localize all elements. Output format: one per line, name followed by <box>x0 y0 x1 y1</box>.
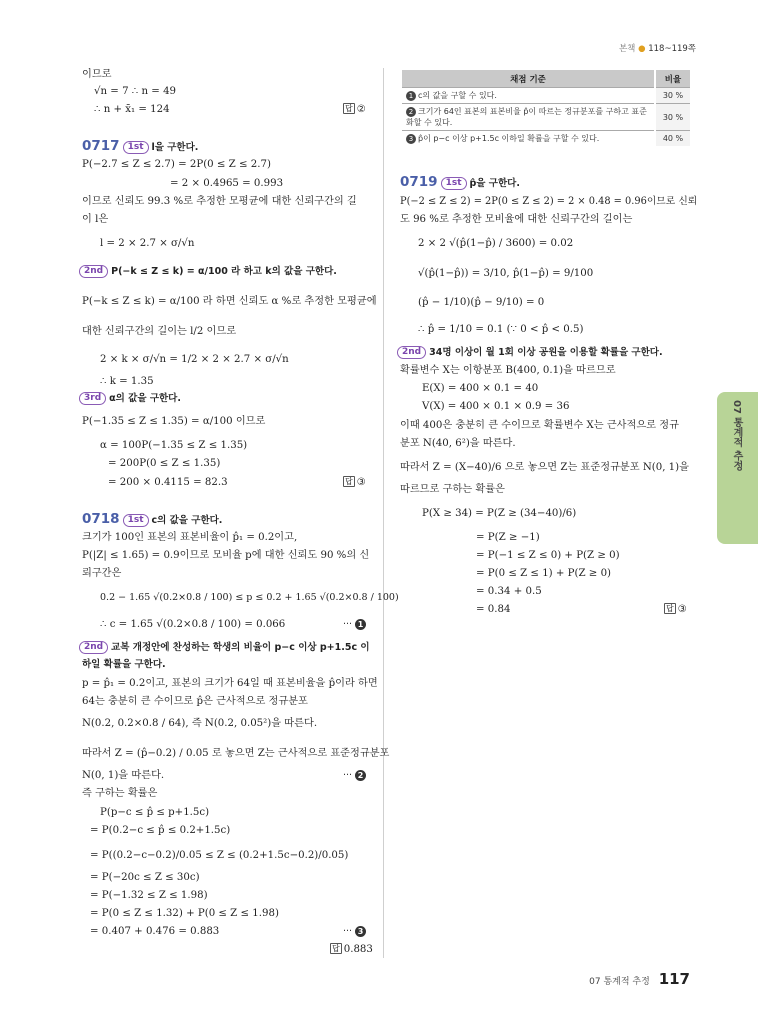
chapter-side-tab <box>717 392 758 544</box>
text-line: 크기가 100인 표본의 표본비율이 p̂₁ = 0.2이고, <box>82 532 298 543</box>
problem-0718-heading <box>82 511 222 529</box>
answer-mark: 답 <box>332 944 340 953</box>
math-line: 2 × 2 √(p̂(1−p̂) / 3600) = 0.02 <box>418 238 574 249</box>
text-line: 이때 400은 충분히 큰 수이므로 확률변수 X는 근사적으로 정규 <box>400 420 679 431</box>
math-line: = 0.407 + 0.476 = 0.883 <box>90 926 220 937</box>
math-line: 0.2 − 1.65 √(0.2×0.8 / 100) ≤ p ≤ 0.2 + 1.65 √(0.2×0.8 / 100) <box>100 592 399 603</box>
page-header <box>619 42 696 54</box>
table-cell <box>402 104 655 131</box>
problem-0717-heading <box>82 138 198 156</box>
answer-value: ② <box>356 104 366 115</box>
math-line: √(p̂(1−p̂)) = 3/10, p̂(1−p̂) = 9/100 <box>418 268 594 279</box>
side-tab-label: 07 통계적 추정 <box>731 400 742 471</box>
text-line: P(−k ≤ Z ≤ k) = α/100 라 하면 신뢰도 α %로 추정한 모평균에 <box>82 296 377 307</box>
text-line: 뢰구간은 <box>82 568 122 579</box>
math-line: = P(Z ≥ −1) <box>476 532 540 543</box>
math-line: = 2 × 0.4965 = 0.993 <box>170 178 284 189</box>
math-line: α = 100P(−1.35 ≤ Z ≤ 1.35) <box>100 440 248 451</box>
math-line: √n = 7 ∴ n = 49 <box>94 86 177 97</box>
math-line: l = 2 × 2.7 × σ/√n <box>100 238 195 249</box>
answer-line <box>664 602 687 618</box>
math-line: = P(−1.32 ≤ Z ≤ 1.98) <box>90 890 208 901</box>
header-pages: 118~119쪽 <box>648 44 696 54</box>
step-tag: 2nd <box>79 265 108 278</box>
step-tag: 1st <box>123 514 149 527</box>
table-header: 비율 <box>655 70 690 88</box>
text-line: 64는 충분히 큰 수이므로 p̂은 근사적으로 정규분포 <box>82 696 308 707</box>
row-number: 2 <box>406 107 416 117</box>
step-title: P(−k ≤ Z ≤ k) = α/100 라 하고 k의 값을 구한다. <box>111 266 337 277</box>
text-line: 확률변수 X는 이항분포 B(400, 0.1)을 따르므로 <box>400 365 616 376</box>
step-title: p̂을 구한다. <box>469 178 520 189</box>
math-line: P(p−c ≤ p̂ ≤ p+1.5c) <box>100 807 210 818</box>
table-cell: 40 % <box>655 131 690 147</box>
math-line: = P(0 ≤ Z ≤ 1.32) + P(0 ≤ Z ≤ 1.98) <box>90 908 279 919</box>
header-dot: ● <box>638 44 646 54</box>
math-line: = 0.34 + 0.5 <box>476 586 542 597</box>
table-row <box>402 131 690 147</box>
math-line: N(0, 1)을 따른다. <box>82 770 165 781</box>
step-title: α의 값을 구한다. <box>109 393 181 404</box>
step-heading <box>394 345 663 361</box>
math-line: ∴ n + x̄₁ = 124 <box>94 104 170 115</box>
text-line: 분포 N(40, 6²)을 따른다. <box>400 438 516 449</box>
step-heading <box>76 640 370 656</box>
step-heading <box>76 264 337 280</box>
math-line: P(−1.35 ≤ Z ≤ 1.35) = α/100 이므로 <box>82 416 266 427</box>
math-line: N(0.2, 0.2×0.8 / 64), 즉 N(0.2, 0.05²)을 따른다. <box>82 718 318 729</box>
math-line: ∴ c = 1.65 √(0.2×0.8 / 100) = 0.066 <box>100 619 286 630</box>
row-text: 크기가 64인 표본의 표본비율 p̂이 따르는 정규분포를 구하고 표준화할 수 있다. <box>406 107 647 127</box>
row-text: p̂이 p−c 이상 p+1.5c 이하일 확률을 구할 수 있다. <box>418 134 600 143</box>
row-text: c의 값을 구할 수 있다. <box>418 91 497 100</box>
step-heading <box>76 391 181 407</box>
table-cell <box>402 131 655 147</box>
math-line: 2 × k × σ/√n = 1/2 × 2 × 2.7 × σ/√n <box>100 354 289 365</box>
step-marker: ··· 1 <box>343 619 366 630</box>
answer-mark: 답 <box>345 477 353 486</box>
step-title: 34명 이상이 월 1회 이상 공원을 이용할 확률을 구한다. <box>429 347 663 358</box>
math-line: ∴ p̂ = 1/10 = 0.1 (∵ 0 < p̂ < 0.5) <box>418 324 584 335</box>
column-divider <box>383 68 384 958</box>
answer-line <box>330 942 373 958</box>
text-line: 이 l은 <box>82 214 109 225</box>
answer-line <box>343 102 366 118</box>
step-tag: 2nd <box>79 641 108 654</box>
math-line: = 200P(0 ≤ Z ≤ 1.35) <box>108 458 221 469</box>
step-title: 교복 개정안에 찬성하는 학생의 비율이 p−c 이상 p+1.5c 이 <box>111 642 370 653</box>
math-line: = P(−20c ≤ Z ≤ 30c) <box>90 872 200 883</box>
answer-mark: 답 <box>345 104 353 113</box>
text-line: 즉 구하는 확률은 <box>82 788 158 799</box>
math-line: = P(0 ≤ Z ≤ 1) + P(Z ≥ 0) <box>476 568 612 579</box>
math-line: 따라서 Z = (X−40)/6 으로 놓으면 Z는 표준정규분포 N(0, 1)을 <box>400 462 689 473</box>
text-line: 도 96 %로 추정한 모비율에 대한 신뢰구간의 길이는 <box>400 214 633 225</box>
math-line: = 0.84 <box>476 604 511 615</box>
text-line: 따르므로 구하는 확률은 <box>400 484 505 495</box>
answer-line <box>343 475 366 491</box>
math-line: 따라서 Z = (p̂−0.2) / 0.05 로 놓으면 Z는 근사적으로 표준정규분포 <box>82 748 390 759</box>
table-header-row <box>402 70 690 88</box>
step-title: l을 구한다. <box>151 142 199 153</box>
text-line: p = p̂₁ = 0.2이고, 표본의 크기가 64일 때 표본비율을 p̂이라 하면 <box>82 678 378 689</box>
step-title: c의 값을 구한다. <box>151 515 223 526</box>
math-line: E(X) = 400 × 0.1 = 40 <box>422 383 539 394</box>
row-number: 3 <box>406 134 416 144</box>
math-line: (p̂ − 1/10)(p̂ − 9/10) = 0 <box>418 297 545 308</box>
math-line: ∴ k = 1.35 <box>100 376 154 387</box>
answer-mark: 답 <box>666 604 674 613</box>
text-line: 대한 신뢰구간의 길이는 l/2 이므로 <box>82 326 237 337</box>
table-cell: 30 % <box>655 104 690 131</box>
row-number: 1 <box>406 91 416 101</box>
problem-number: 0718 <box>82 511 120 527</box>
grading-criteria-table <box>402 70 690 146</box>
text-line: 이므로 <box>82 69 112 80</box>
problem-0719-heading <box>400 174 520 192</box>
step-tag: 1st <box>123 141 149 154</box>
step-number: 1 <box>355 619 366 630</box>
math-line: V(X) = 400 × 0.1 × 0.9 = 36 <box>422 401 570 412</box>
table-row <box>402 88 690 104</box>
step-tag: 1st <box>441 177 467 190</box>
step-marker: ··· 3 <box>343 926 366 937</box>
header-ref: 본책 <box>618 44 636 54</box>
problem-number: 0719 <box>400 174 438 190</box>
problem-number: 0717 <box>82 138 120 154</box>
step-number: 2 <box>355 770 366 781</box>
table-row <box>402 104 690 131</box>
step-tag: 3rd <box>79 392 106 405</box>
table-header: 채점 기준 <box>402 70 655 88</box>
math-line: P(−2.7 ≤ Z ≤ 2.7) = 2P(0 ≤ Z ≤ 2.7) <box>82 159 271 170</box>
math-line: = 200 × 0.4115 = 82.3 <box>108 477 228 488</box>
text-line: P(|Z| ≤ 1.65) = 0.9이므로 모비율 p에 대한 신뢰도 90 %의 신 <box>82 550 370 561</box>
step-title-cont: 하일 확률을 구한다. <box>82 659 166 670</box>
step-tag: 2nd <box>397 346 426 359</box>
step-marker: ··· 2 <box>343 770 366 781</box>
answer-value: 0.883 <box>343 944 373 955</box>
text-line: 이므로 신뢰도 99.3 %로 추정한 모평균에 대한 신뢰구간의 길 <box>82 196 357 207</box>
footer-page-number: 117 <box>658 970 690 988</box>
page-footer <box>589 970 690 988</box>
answer-value: ③ <box>356 477 366 488</box>
footer-chapter: 07 통계적 추정 <box>589 977 650 987</box>
math-line: = P(−1 ≤ Z ≤ 0) + P(Z ≥ 0) <box>476 550 620 561</box>
math-line: P(X ≥ 34) = P(Z ≥ (34−40)/6) <box>422 508 577 519</box>
table-cell <box>402 88 655 104</box>
table-cell: 30 % <box>655 88 690 104</box>
text-line: P(−2 ≤ Z ≤ 2) = 2P(0 ≤ Z ≤ 2) = 2 × 0.48 = 0.96이므로 신뢰 <box>400 196 698 207</box>
math-line: = P(0.2−c ≤ p̂ ≤ 0.2+1.5c) <box>90 825 231 836</box>
math-line: = P((0.2−c−0.2)/0.05 ≤ Z ≤ (0.2+1.5c−0.2)/0.05) <box>90 850 349 861</box>
step-number: 3 <box>355 926 366 937</box>
answer-value: ③ <box>677 604 687 615</box>
